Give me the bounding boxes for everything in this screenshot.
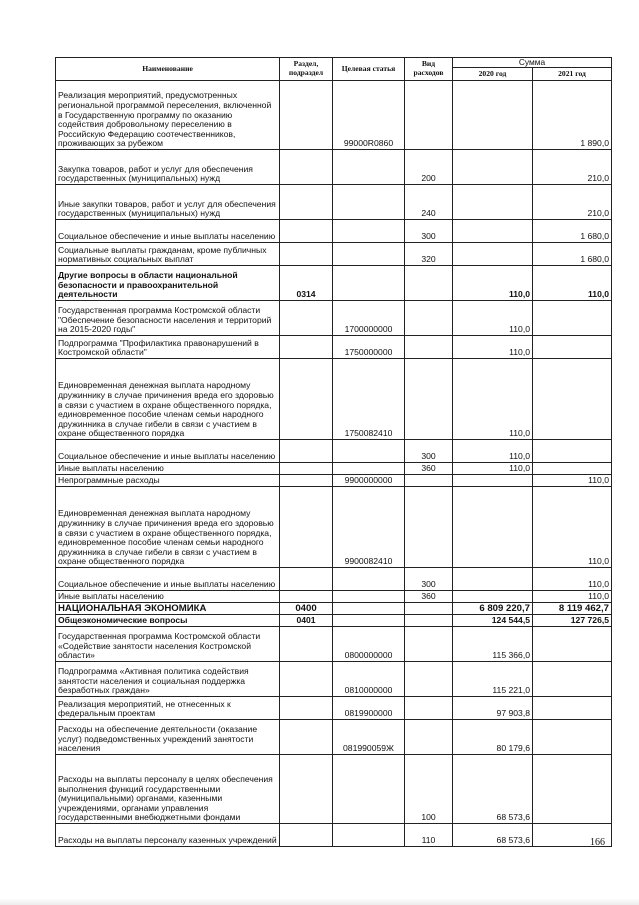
table-row — [56, 603, 612, 615]
cell-target — [333, 591, 405, 603]
cell-2020: 110,0 — [453, 301, 533, 336]
cell-type: 100 — [405, 755, 453, 824]
cell-2020 — [453, 568, 533, 591]
cell-target: 1750082410 — [333, 359, 405, 440]
cell-target — [333, 755, 405, 824]
cell-name: Социальные выплаты гражданам, кроме публичных нормативных социальных выплат — [56, 243, 280, 266]
cell-name: Расходы на выплаты персоналу казенных учреждений — [56, 824, 280, 847]
cell-section — [280, 568, 333, 591]
cell-2021: 127 726,5 — [533, 615, 612, 627]
cell-2021: 8 119 462,7 — [533, 603, 612, 615]
cell-type — [405, 697, 453, 720]
cell-2020: 6 809 220,7 — [453, 603, 533, 615]
cell-2021 — [533, 463, 612, 475]
cell-name: Социальное обеспечение и иные выплаты населению — [56, 220, 280, 243]
cell-2020: 124 544,5 — [453, 615, 533, 627]
table-row — [56, 591, 612, 603]
cell-name: Единовременная денежная выплата народному дружиннику в случае причинения вреда его здоровью в связи с участием в охране общественного порядка, единовременное пособие членам семьи народного дружинника в случае гибели в связи с участием в охране общественного порядка — [56, 359, 280, 440]
cell-type: 360 — [405, 591, 453, 603]
scan-edge — [0, 898, 639, 905]
table-row — [56, 336, 612, 359]
cell-2021 — [533, 755, 612, 824]
cell-type: 360 — [405, 463, 453, 475]
table-row — [56, 568, 612, 591]
cell-2020: 115 221,0 — [453, 662, 533, 697]
cell-target: 0800000000 — [333, 627, 405, 662]
cell-2020: 110,0 — [453, 463, 533, 475]
cell-section — [280, 243, 333, 266]
cell-name: Расходы на обеспечение деятельности (оказание услуг) подведомственных учреждений занятости населения — [56, 720, 280, 755]
header-target: Целевая статья — [333, 58, 405, 81]
cell-target — [333, 220, 405, 243]
cell-type — [405, 615, 453, 627]
cell-target: 9900000000 — [333, 475, 405, 487]
page-number: 166 — [590, 837, 605, 848]
cell-2021 — [533, 336, 612, 359]
cell-type: 240 — [405, 185, 453, 220]
cell-section — [280, 475, 333, 487]
cell-2020: 110,0 — [453, 266, 533, 301]
cell-name: Единовременная денежная выплата народному дружиннику в случае причинения вреда его здоровью в связи с участием в охране общественного порядка, единовременное пособие членам семьи народного дружинника в случае гибели в связи с участием в охране общественного порядка — [56, 487, 280, 568]
table-row — [56, 266, 612, 301]
cell-target: 0810000000 — [333, 662, 405, 697]
cell-target — [333, 603, 405, 615]
cell-2020 — [453, 243, 533, 266]
cell-target: 0819900000 — [333, 697, 405, 720]
table-row — [56, 720, 612, 755]
table-row — [56, 185, 612, 220]
cell-name: Расходы на выплаты персоналу в целях обеспечения выполнения функций государственными (муниципальными) органами, казенными учреждениями, органами управления государственными внебюджетными фондами — [56, 755, 280, 824]
cell-type — [405, 359, 453, 440]
cell-2021 — [533, 440, 612, 463]
cell-section — [280, 755, 333, 824]
cell-2021: 110,0 — [533, 568, 612, 591]
table-row — [56, 662, 612, 697]
cell-section — [280, 487, 333, 568]
table-row — [56, 150, 612, 185]
cell-2021 — [533, 697, 612, 720]
cell-2021 — [533, 662, 612, 697]
cell-type — [405, 81, 453, 150]
header-name: Наименование — [56, 58, 280, 81]
cell-section — [280, 301, 333, 336]
cell-name: Иные выплаты населению — [56, 591, 280, 603]
cell-type — [405, 336, 453, 359]
cell-2021: 1 890,0 — [533, 81, 612, 150]
cell-section — [280, 440, 333, 463]
cell-section — [280, 150, 333, 185]
table-row — [56, 627, 612, 662]
cell-2020 — [453, 487, 533, 568]
cell-2020 — [453, 185, 533, 220]
cell-type: 300 — [405, 568, 453, 591]
cell-section — [280, 720, 333, 755]
cell-2020: 68 573,6 — [453, 824, 533, 847]
cell-section: 0401 — [280, 615, 333, 627]
cell-section — [280, 220, 333, 243]
cell-type — [405, 266, 453, 301]
cell-section — [280, 81, 333, 150]
cell-name: Другие вопросы в области национальной безопасности и правоохранительной деятельности — [56, 266, 280, 301]
cell-2020: 115 366,0 — [453, 627, 533, 662]
cell-target — [333, 243, 405, 266]
table-row — [56, 463, 612, 475]
cell-2020 — [453, 81, 533, 150]
cell-name: Реализация мероприятий, не отнесенных к федеральным проектам — [56, 697, 280, 720]
budget-table — [55, 57, 612, 847]
table-row — [56, 81, 612, 150]
table-row — [56, 220, 612, 243]
cell-2020: 68 573,6 — [453, 755, 533, 824]
cell-name: Непрограммные расходы — [56, 475, 280, 487]
cell-section — [280, 359, 333, 440]
header-year-2021: 2021 год — [533, 68, 612, 81]
table-row — [56, 440, 612, 463]
table-row — [56, 755, 612, 824]
cell-2021: 210,0 — [533, 185, 612, 220]
table-row — [56, 824, 612, 847]
table-row — [56, 697, 612, 720]
cell-2021 — [533, 359, 612, 440]
cell-target: 1700000000 — [333, 301, 405, 336]
cell-target — [333, 824, 405, 847]
cell-target — [333, 440, 405, 463]
cell-name: Общеэкономические вопросы — [56, 615, 280, 627]
cell-name: Социальное обеспечение и иные выплаты населению — [56, 440, 280, 463]
cell-type — [405, 662, 453, 697]
header-section: Раздел, подраздел — [280, 58, 333, 81]
cell-type — [405, 301, 453, 336]
cell-type: 320 — [405, 243, 453, 266]
cell-2020: 110,0 — [453, 440, 533, 463]
cell-target — [333, 568, 405, 591]
cell-target: 081990059Ж — [333, 720, 405, 755]
cell-type — [405, 627, 453, 662]
cell-name: Иные выплаты населению — [56, 463, 280, 475]
cell-name: Подпрограмма "Профилактика правонарушений в Костромской области" — [56, 336, 280, 359]
cell-2021 — [533, 301, 612, 336]
cell-2020: 80 179,6 — [453, 720, 533, 755]
cell-name: Государственная программа Костромской области «Содействие занятости населения Костромской области» — [56, 627, 280, 662]
cell-2021: 110,0 — [533, 475, 612, 487]
cell-target — [333, 615, 405, 627]
cell-2021: 110,0 — [533, 487, 612, 568]
cell-2020 — [453, 220, 533, 243]
cell-2021 — [533, 627, 612, 662]
cell-section — [280, 662, 333, 697]
cell-name: НАЦИОНАЛЬНАЯ ЭКОНОМИКА — [56, 603, 280, 615]
cell-2021: 110,0 — [533, 591, 612, 603]
cell-target: 1750000000 — [333, 336, 405, 359]
cell-2021: 110,0 — [533, 266, 612, 301]
cell-2020 — [453, 150, 533, 185]
cell-name: Реализация мероприятий, предусмотренных региональной программой переселения, включенной в Государственную программу по оказанию содействия добровольному переселению в Российскую Федерацию соотечественников, проживающих за рубежом — [56, 81, 280, 150]
cell-type: 300 — [405, 220, 453, 243]
cell-section — [280, 824, 333, 847]
cell-2020 — [453, 475, 533, 487]
cell-section: 0314 — [280, 266, 333, 301]
cell-name: Закупка товаров, работ и услуг для обеспечения государственных (муниципальных) нужд — [56, 150, 280, 185]
cell-2020 — [453, 591, 533, 603]
cell-target: 99000R0860 — [333, 81, 405, 150]
cell-type: 200 — [405, 150, 453, 185]
cell-target — [333, 185, 405, 220]
cell-section — [280, 185, 333, 220]
cell-section — [280, 591, 333, 603]
table-row — [56, 243, 612, 266]
header-type: Вид расходов — [405, 58, 453, 81]
cell-name: Подпрограмма «Активная политика содействия занятости населения и социальная поддержка безработных граждан» — [56, 662, 280, 697]
header-sum: Сумма — [453, 58, 612, 68]
cell-type — [405, 720, 453, 755]
cell-type — [405, 603, 453, 615]
cell-section — [280, 697, 333, 720]
cell-type — [405, 475, 453, 487]
cell-section — [280, 627, 333, 662]
cell-2021: 1 680,0 — [533, 220, 612, 243]
cell-2020: 110,0 — [453, 359, 533, 440]
cell-type — [405, 487, 453, 568]
cell-name: Социальное обеспечение и иные выплаты населению — [56, 568, 280, 591]
cell-2020: 97 903,8 — [453, 697, 533, 720]
cell-target — [333, 266, 405, 301]
table-row — [56, 359, 612, 440]
cell-name: Государственная программа Костромской области "Обеспечение безопасности населения и территорий на 2015-2020 годы" — [56, 301, 280, 336]
cell-section — [280, 336, 333, 359]
cell-2020: 110,0 — [453, 336, 533, 359]
cell-target — [333, 150, 405, 185]
cell-target: 9900082410 — [333, 487, 405, 568]
cell-section — [280, 463, 333, 475]
header-year-2020: 2020 год — [453, 68, 533, 81]
table-row — [56, 475, 612, 487]
table-row — [56, 487, 612, 568]
cell-type: 300 — [405, 440, 453, 463]
table-row — [56, 615, 612, 627]
cell-type: 110 — [405, 824, 453, 847]
cell-2021: 1 680,0 — [533, 243, 612, 266]
cell-target — [333, 463, 405, 475]
table-row — [56, 301, 612, 336]
cell-2021 — [533, 720, 612, 755]
cell-2021: 210,0 — [533, 150, 612, 185]
cell-section: 0400 — [280, 603, 333, 615]
cell-name: Иные закупки товаров, работ и услуг для обеспечения государственных (муниципальных) нужд — [56, 185, 280, 220]
